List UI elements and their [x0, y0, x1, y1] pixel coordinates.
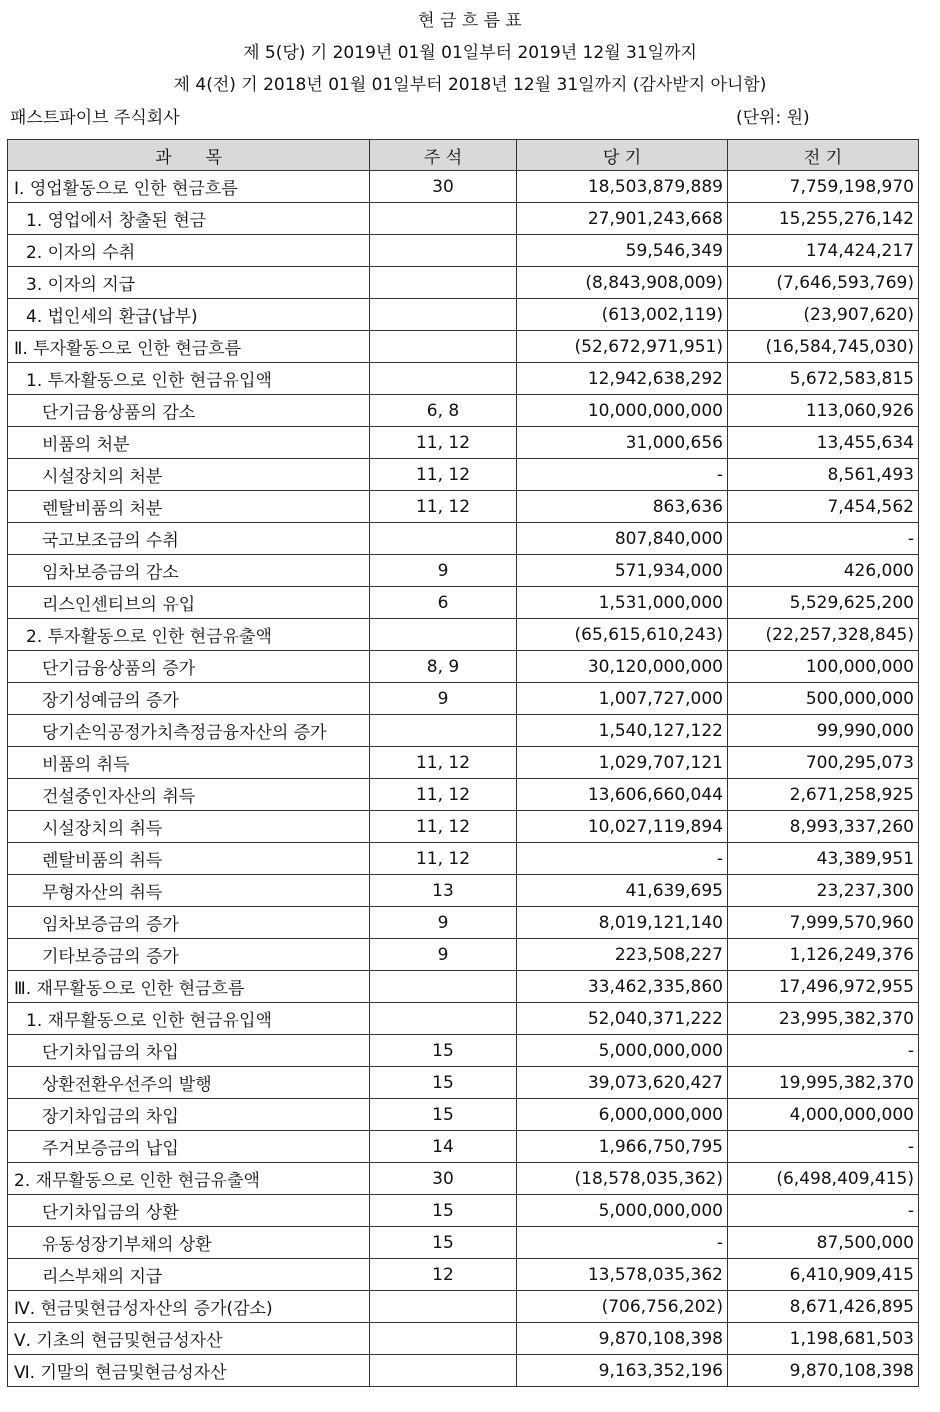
row-current-amount: (706,756,202)	[517, 1291, 728, 1323]
row-prior-amount: 87,500,000	[728, 1227, 919, 1259]
row-prior-amount: 6,410,909,415	[728, 1259, 919, 1291]
row-current-amount: (613,002,119)	[517, 299, 728, 331]
row-item-label: 건설중인자산의 취득	[8, 779, 370, 811]
table-row	[8, 555, 919, 587]
row-item-label: 기타보증금의 증가	[8, 939, 370, 971]
row-item-label: 렌탈비품의 취득	[8, 843, 370, 875]
row-current-amount: (65,615,610,243)	[517, 619, 728, 651]
table-row	[8, 1259, 919, 1291]
table-row	[8, 299, 919, 331]
row-current-amount: 5,000,000,000	[517, 1035, 728, 1067]
row-item-label: 단기금융상품의 감소	[8, 395, 370, 427]
row-current-amount: 9,163,352,196	[517, 1355, 728, 1387]
table-row	[8, 203, 919, 235]
row-current-amount: 12,942,638,292	[517, 363, 728, 395]
row-current-amount: (8,843,908,009)	[517, 267, 728, 299]
row-item-label: 시설장치의 처분	[8, 459, 370, 491]
table-row	[8, 427, 919, 459]
row-item-label: Ⅳ. 현금및현금성자산의 증가(감소)	[8, 1291, 370, 1323]
table-row	[8, 1163, 919, 1195]
unit-label: (단위: 원)	[736, 108, 810, 128]
row-current-amount: 18,503,879,889	[517, 171, 728, 203]
row-item-label: Ⅴ. 기초의 현금및현금성자산	[8, 1323, 370, 1355]
row-item-label: 4. 법인세의 환급(납부)	[8, 299, 370, 331]
row-item-label: 렌탈비품의 처분	[8, 491, 370, 523]
table-row	[8, 811, 919, 843]
row-current-amount: 1,966,750,795	[517, 1131, 728, 1163]
row-note	[370, 203, 517, 235]
row-item-label: 단기차입금의 상환	[8, 1195, 370, 1227]
row-note: 9	[370, 907, 517, 939]
row-note: 15	[370, 1195, 517, 1227]
row-prior-amount: (16,584,745,030)	[728, 331, 919, 363]
row-current-amount: 10,000,000,000	[517, 395, 728, 427]
row-item-label: 비품의 처분	[8, 427, 370, 459]
table-row	[8, 523, 919, 555]
row-note: 11, 12	[370, 779, 517, 811]
row-prior-amount: 700,295,073	[728, 747, 919, 779]
row-item-label: 리스인센티브의 유입	[8, 587, 370, 619]
row-item-label: 비품의 취득	[8, 747, 370, 779]
row-item-label: 국고보조금의 수취	[8, 523, 370, 555]
row-prior-amount: 99,990,000	[728, 715, 919, 747]
row-current-amount: -	[517, 843, 728, 875]
row-note	[370, 1323, 517, 1355]
table-row	[8, 939, 919, 971]
row-note: 6	[370, 587, 517, 619]
row-prior-amount: 23,995,382,370	[728, 1003, 919, 1035]
table-row	[8, 1099, 919, 1131]
row-note: 9	[370, 683, 517, 715]
table-row	[8, 1067, 919, 1099]
row-note	[370, 299, 517, 331]
table-row	[8, 715, 919, 747]
table-row	[8, 1355, 919, 1387]
row-item-label: 장기차입금의 차입	[8, 1099, 370, 1131]
row-note: 9	[370, 555, 517, 587]
row-prior-amount: 13,455,634	[728, 427, 919, 459]
row-note	[370, 971, 517, 1003]
row-note	[370, 1355, 517, 1387]
row-item-label: 2. 이자의 수취	[8, 235, 370, 267]
row-prior-amount: 9,870,108,398	[728, 1355, 919, 1387]
row-note	[370, 267, 517, 299]
table-body	[8, 171, 919, 1387]
row-note	[370, 1291, 517, 1323]
table-row	[8, 491, 919, 523]
column-header-current: 당 기	[517, 140, 728, 171]
row-prior-amount: 43,389,951	[728, 843, 919, 875]
table-row	[8, 1131, 919, 1163]
row-prior-amount: (6,498,409,415)	[728, 1163, 919, 1195]
table-row	[8, 171, 919, 203]
row-prior-amount: 1,198,681,503	[728, 1323, 919, 1355]
row-item-label: 1. 투자활동으로 인한 현금유입액	[8, 363, 370, 395]
row-prior-amount: 8,993,337,260	[728, 811, 919, 843]
table-row	[8, 267, 919, 299]
row-current-amount: 33,462,335,860	[517, 971, 728, 1003]
row-current-amount: 13,606,660,044	[517, 779, 728, 811]
row-prior-amount: 7,454,562	[728, 491, 919, 523]
row-prior-amount: (22,257,328,845)	[728, 619, 919, 651]
row-prior-amount: -	[728, 1195, 919, 1227]
table-row	[8, 843, 919, 875]
row-item-label: 단기금융상품의 증가	[8, 651, 370, 683]
row-current-amount: 1,029,707,121	[517, 747, 728, 779]
table-row	[8, 587, 919, 619]
row-current-amount: 27,901,243,668	[517, 203, 728, 235]
row-note: 6, 8	[370, 395, 517, 427]
row-note	[370, 1003, 517, 1035]
row-current-amount: 807,840,000	[517, 523, 728, 555]
table-row	[8, 747, 919, 779]
row-prior-amount: 100,000,000	[728, 651, 919, 683]
row-prior-amount: 15,255,276,142	[728, 203, 919, 235]
row-item-label: 2. 재무활동으로 인한 현금유출액	[8, 1163, 370, 1195]
row-prior-amount: 500,000,000	[728, 683, 919, 715]
row-current-amount: 5,000,000,000	[517, 1195, 728, 1227]
row-note: 11, 12	[370, 747, 517, 779]
row-note: 13	[370, 875, 517, 907]
table-row	[8, 1035, 919, 1067]
row-prior-amount: 1,126,249,376	[728, 939, 919, 971]
row-current-amount: 41,639,695	[517, 875, 728, 907]
table-row	[8, 1291, 919, 1323]
row-note: 11, 12	[370, 491, 517, 523]
table-row	[8, 907, 919, 939]
table-row	[8, 651, 919, 683]
row-note: 14	[370, 1131, 517, 1163]
table-row	[8, 875, 919, 907]
row-prior-amount: 17,496,972,955	[728, 971, 919, 1003]
table-row	[8, 779, 919, 811]
row-current-amount: 52,040,371,222	[517, 1003, 728, 1035]
row-prior-amount: 5,529,625,200	[728, 587, 919, 619]
row-item-label: 1. 재무활동으로 인한 현금유입액	[8, 1003, 370, 1035]
row-note: 8, 9	[370, 651, 517, 683]
row-note: 30	[370, 171, 517, 203]
row-current-amount: 30,120,000,000	[517, 651, 728, 683]
row-prior-amount: 174,424,217	[728, 235, 919, 267]
row-current-amount: 1,007,727,000	[517, 683, 728, 715]
statement-title: 현 금 흐 름 표	[418, 11, 522, 31]
row-item-label: 유동성장기부채의 상환	[8, 1227, 370, 1259]
row-item-label: 3. 이자의 지급	[8, 267, 370, 299]
row-prior-amount: (7,646,593,769)	[728, 267, 919, 299]
row-item-label: Ⅲ. 재무활동으로 인한 현금흐름	[8, 971, 370, 1003]
row-item-label: 단기차입금의 차입	[8, 1035, 370, 1067]
row-current-amount: 1,540,127,122	[517, 715, 728, 747]
row-prior-amount: 113,060,926	[728, 395, 919, 427]
row-current-amount: 10,027,119,894	[517, 811, 728, 843]
row-prior-amount: 23,237,300	[728, 875, 919, 907]
row-current-amount: 863,636	[517, 491, 728, 523]
table-row	[8, 683, 919, 715]
row-current-amount: -	[517, 1227, 728, 1259]
table-row	[8, 1195, 919, 1227]
row-item-label: 1. 영업에서 창출된 현금	[8, 203, 370, 235]
row-note: 15	[370, 1099, 517, 1131]
row-note: 30	[370, 1163, 517, 1195]
table-row	[8, 459, 919, 491]
row-item-label: 리스부채의 지급	[8, 1259, 370, 1291]
row-prior-amount: 8,561,493	[728, 459, 919, 491]
table-row	[8, 235, 919, 267]
row-prior-amount: 2,671,258,925	[728, 779, 919, 811]
row-prior-amount: 5,672,583,815	[728, 363, 919, 395]
table-header-row	[8, 140, 919, 171]
row-item-label: 시설장치의 취득	[8, 811, 370, 843]
row-prior-amount: 4,000,000,000	[728, 1099, 919, 1131]
row-current-amount: 8,019,121,140	[517, 907, 728, 939]
row-item-label: 무형자산의 취득	[8, 875, 370, 907]
row-prior-amount: (23,907,620)	[728, 299, 919, 331]
row-prior-amount: 8,671,426,895	[728, 1291, 919, 1323]
row-note: 15	[370, 1067, 517, 1099]
row-note: 12	[370, 1259, 517, 1291]
table-row	[8, 971, 919, 1003]
row-note	[370, 331, 517, 363]
row-prior-amount: -	[728, 1035, 919, 1067]
row-current-amount: 6,000,000,000	[517, 1099, 728, 1131]
row-current-amount: 31,000,656	[517, 427, 728, 459]
row-prior-amount: -	[728, 1131, 919, 1163]
table-row	[8, 1227, 919, 1259]
row-prior-amount: -	[728, 523, 919, 555]
row-note: 11, 12	[370, 427, 517, 459]
table-row	[8, 363, 919, 395]
row-item-label: 임차보증금의 감소	[8, 555, 370, 587]
row-note: 11, 12	[370, 843, 517, 875]
row-current-amount: 59,546,349	[517, 235, 728, 267]
row-current-amount: 13,578,035,362	[517, 1259, 728, 1291]
row-prior-amount: 19,995,382,370	[728, 1067, 919, 1099]
table-row	[8, 331, 919, 363]
row-current-amount: 571,934,000	[517, 555, 728, 587]
row-current-amount: (18,578,035,362)	[517, 1163, 728, 1195]
table-row	[8, 619, 919, 651]
cash-flow-table	[7, 139, 919, 1387]
row-current-amount: 39,073,620,427	[517, 1067, 728, 1099]
table-row	[8, 1323, 919, 1355]
column-header-item: 과 목	[8, 140, 370, 171]
row-current-amount: 223,508,227	[517, 939, 728, 971]
row-note: 9	[370, 939, 517, 971]
row-item-label: 2. 투자활동으로 인한 현금유출액	[8, 619, 370, 651]
row-item-label: 당기손익공정가치측정금융자산의 증가	[8, 715, 370, 747]
row-current-amount: 9,870,108,398	[517, 1323, 728, 1355]
row-item-label: 장기성예금의 증가	[8, 683, 370, 715]
period-current: 제 5(당) 기 2019년 01월 01일부터 2019년 12월 31일까지	[243, 43, 697, 63]
company-name: 패스트파이브 주식회사	[10, 108, 180, 128]
period-prior: 제 4(전) 기 2018년 01월 01일부터 2018년 12월 31일까지 (감사받지 아니함)	[173, 75, 767, 95]
row-current-amount: -	[517, 459, 728, 491]
row-item-label: Ⅱ. 투자활동으로 인한 현금흐름	[8, 331, 370, 363]
row-current-amount: (52,672,971,951)	[517, 331, 728, 363]
row-note	[370, 235, 517, 267]
table-row	[8, 395, 919, 427]
row-note: 15	[370, 1035, 517, 1067]
row-note: 11, 12	[370, 811, 517, 843]
row-note: 11, 12	[370, 459, 517, 491]
row-note	[370, 619, 517, 651]
table-row	[8, 1003, 919, 1035]
row-prior-amount: 7,759,198,970	[728, 171, 919, 203]
row-prior-amount: 7,999,570,960	[728, 907, 919, 939]
row-item-label: 상환전환우선주의 발행	[8, 1067, 370, 1099]
row-note	[370, 523, 517, 555]
column-header-note: 주 석	[370, 140, 517, 171]
row-current-amount: 1,531,000,000	[517, 587, 728, 619]
row-item-label: 주거보증금의 납입	[8, 1131, 370, 1163]
row-note	[370, 715, 517, 747]
row-prior-amount: 426,000	[728, 555, 919, 587]
column-header-prior: 전 기	[728, 140, 919, 171]
row-item-label: 임차보증금의 증가	[8, 907, 370, 939]
row-item-label: Ⅰ. 영업활동으로 인한 현금흐름	[8, 171, 370, 203]
row-item-label: Ⅵ. 기말의 현금및현금성자산	[8, 1355, 370, 1387]
row-note	[370, 363, 517, 395]
row-note: 15	[370, 1227, 517, 1259]
